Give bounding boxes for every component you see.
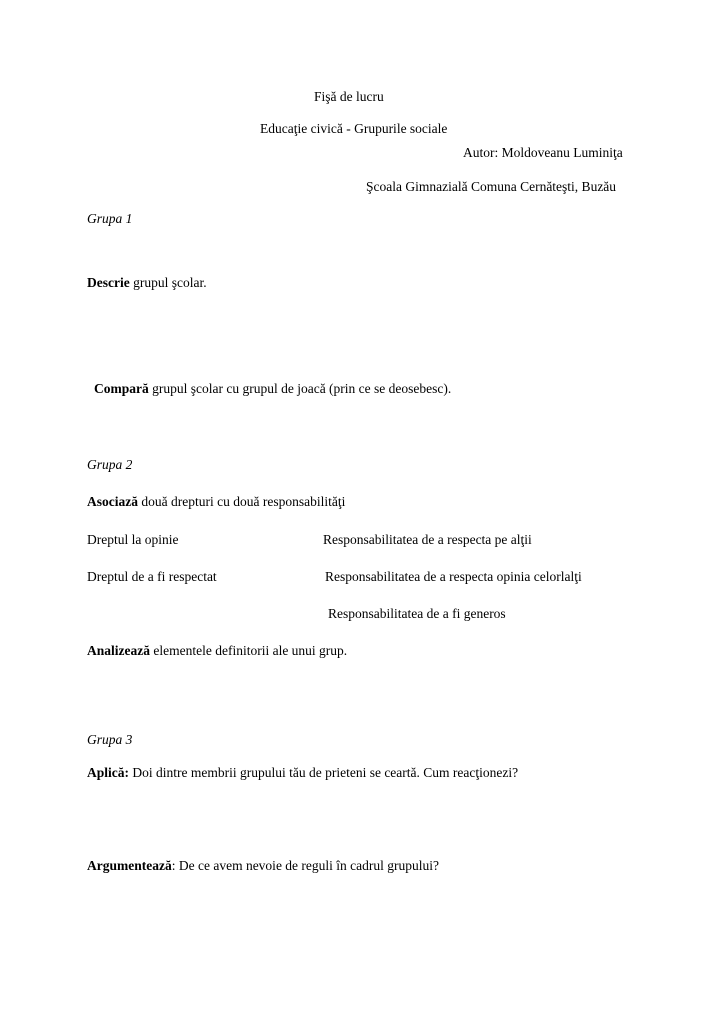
task-verb: Descrie [87,275,130,290]
group-2-heading: Grupa 2 [87,457,133,472]
school-line: Şcoala Gimnazială Comuna Cernăteşti, Buzău [366,179,617,194]
task-text: grupul şcolar cu grupul de joacă (prin ce se deosebesc). [148,381,452,396]
task-text: Doi dintre membrii grupului tău de prieteni se ceartă. Cum reacţionezi? [129,765,519,780]
task-verb: Analizează [87,643,150,658]
responsibility-item: Responsabilitatea de a respecta pe alţii [323,532,532,547]
group-3-task-apply [87,765,518,781]
group-3-task-argue [87,858,439,874]
task-text: : De ce avem nevoie de reguli în cadrul grupului? [171,858,440,873]
task-verb: Aplică: [87,765,129,780]
task-verb: Argumentează [87,858,172,873]
group-3-heading: Grupa 3 [87,732,133,747]
group-2-task-analyze [87,643,347,659]
task-text: elementele definitorii ale unui grup. [150,643,348,658]
task-text: două drepturi cu două responsabilităţi [138,494,346,509]
task-text: grupul şcolar. [129,275,207,290]
right-item: Dreptul la opinie [87,532,179,547]
right-item: Dreptul de a fi respectat [87,569,217,584]
responsibility-item: Responsabilitatea de a respecta opinia celorlalţi [325,569,582,584]
group-1-task-describe [87,275,207,291]
worksheet-title: Fişă de lucru [314,89,384,104]
group-1-heading: Grupa 1 [87,211,133,226]
worksheet-subtitle: Educaţie civică - Grupurile sociale [260,121,448,136]
task-verb: Asociază [87,494,138,509]
group-2-task-associate [87,494,345,510]
author-line: Autor: Moldoveanu Luminiţa [463,145,623,160]
task-verb: Compară [94,381,149,396]
responsibility-item: Responsabilitatea de a fi generos [328,606,506,621]
group-1-task-compare [94,381,451,397]
